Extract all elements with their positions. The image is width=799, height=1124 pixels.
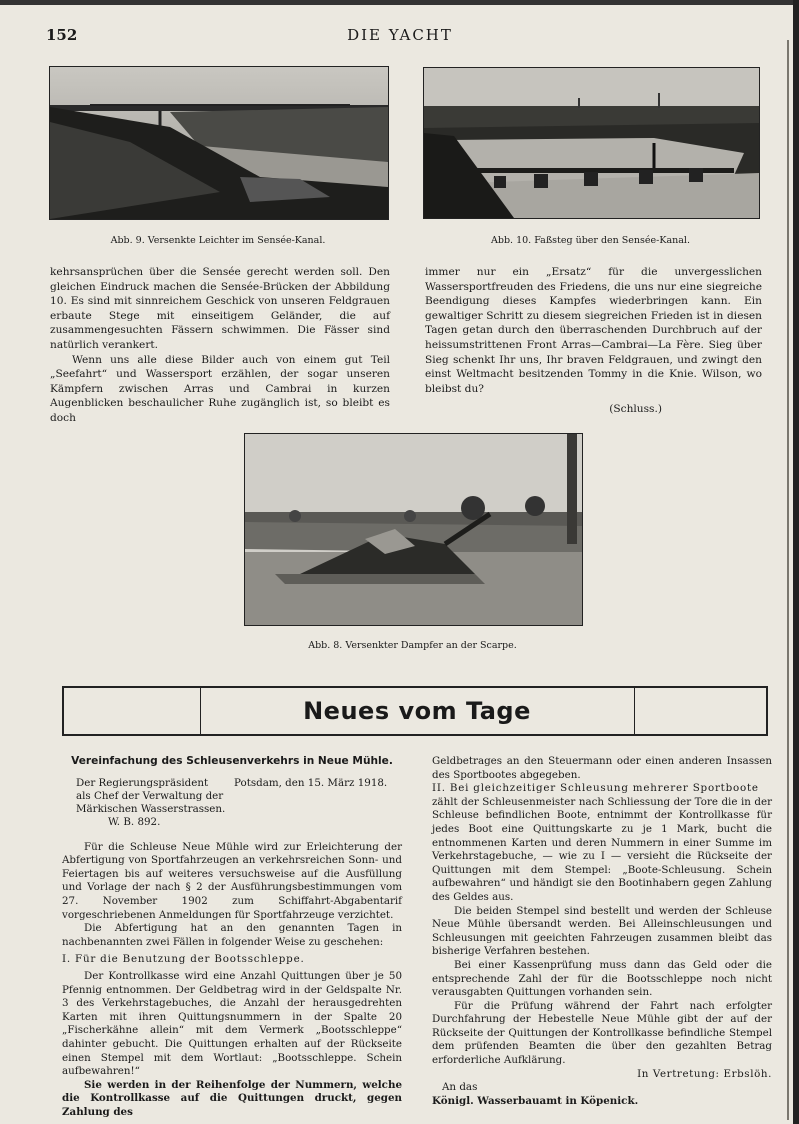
- article-left-paragraph-1: kehrsansprüchen über die Sensée gerecht werden soll. Den gleichen Eindruck machen die Sensée-Brücken der Abbildung 10. Es sind mit sinnreichem Geschick von unseren Feldgrauen erbaute Stege mit einseitigem Geländer, die auf zusammengesuchten Fässern schwimmen. Die Fässer sind natürlich verankert.: [50, 266, 390, 351]
- photo-barrel-bridge: [423, 67, 760, 219]
- article-left-column: [50, 265, 390, 426]
- news-right-paragraph-5: Für die Prüfung während der Fahrt nach erfolgter Durchfahrung der Hebestelle Neue Mühle gibt der auf der Rückseite der Quittungen der Kontrollkasse befindliche Stempel dem prüfenden Beamten die über den gezahlten Betrag erforderliche Aufklärung.: [432, 999, 772, 1067]
- sender-line-1: Der Regierungspräsident: [76, 776, 209, 789]
- page-number: 152: [46, 26, 78, 44]
- address-line-2: Königl. Wasserbauamt in Köpenick.: [432, 1094, 639, 1107]
- caption-fig9: Abb. 9. Versenkte Leichter im Sensée-Kanal.: [110, 235, 326, 246]
- photo-sunken-barges-image: [50, 67, 388, 219]
- scan-shadow-line: [787, 40, 789, 1120]
- news-right-paragraph-1: Geldbetrages an den Steuermann oder einen anderen Insassen des Sportbootes abgegeben.: [432, 755, 772, 781]
- article-right-column: [425, 265, 762, 417]
- running-title: DIE YACHT: [347, 26, 453, 44]
- news-paragraph-1: Für die Schleuse Neue Mühle wird zur Erleichterung der Abfertigung von Sportfahrzeugen an verkehrsreichen Sonn- und Feiertagen bis auf weiteres versuchsweise auf die Ausfüllung und Vorlage der nach § 2 der Ausführungsbestimmungen vom 27. November 1902 zum Schiffahrt-Abgabentarif vorgeschriebenen Anmeldungen für Sportfahrzeuge verzichtet.: [62, 840, 402, 921]
- photo-sunken-steamer-image: [245, 434, 582, 625]
- article-left-paragraph-2: Wenn uns alle diese Bilder auch von einem gut Teil „Seefahrt“ und Wassersport erzählen, der sogar unseren Kämpfern zwischen Arras und Cambrai in kurzen Augenblicken beschaulicher Ruhe zugänglich ist, so bleibt es doch: [50, 353, 390, 424]
- sender-block: [62, 777, 402, 833]
- article-right-paragraph-1: immer nur ein „Ersatz“ für die unvergesslichen Wassersportfreuden des Friedens, die uns nur eine siegreiche Beendigung dieses Kampfes wiederbringen kann. Ein gewaltiger Schritt zu diesem siegreichen Frieden ist in diesen Tagen getan durch den überraschenden Durchbruch auf der heissumstrittenen Front Arras—Cambrai—La Fère. Sieg über Sieg schenkt Ihr uns, Ihr braven Feldgrauen, und zwingt den einst Weltmacht besitzenden Tommy in die Knie. Wilson, wo bleibst du?: [425, 266, 762, 395]
- news-right-paragraph-4: Bei einer Kassenprüfung muss dann das Geld oder die entsprechende Zahl der für die Bootsschleppe noch nicht verausgabten Quittungen vorhanden sein.: [432, 958, 772, 999]
- place-date: Potsdam, den 15. März 1918.: [234, 776, 388, 789]
- scan-edge-top: [0, 0, 799, 5]
- photo-sunken-barges: [49, 66, 389, 220]
- news-paragraph-3: Der Kontrollkasse wird eine Anzahl Quittungen über je 50 Pfennig entnommen. Der Geldbetrag wird in der Geldspalte Nr. 3 des Verkehrstagebuches, die Anzahl der herausgedrehten Karten mit ihren Quittungsnummern in der Spalte 20 „Fischerkähne allein“ mit dem Vermerk „Bootsschleppe“ dahinter gebucht. Die Quittungen erhalten auf der Rückseite einen Stempel mit dem Wortlaut: „Bootsschleppe. Schein aufbewahren!“: [62, 969, 402, 1078]
- photo-barrel-bridge-image: [424, 68, 759, 218]
- news-right-paragraph-2: zählt der Schleusenmeister nach Schliessung der Tore die in der Schleuse befindlichen Boote, entnimmt der Kontrollkasse für jedes Boot eine Quittungskarte zu je 1 Mark, bucht die entnommenen Karten und deren Nummern in einer Summe im Verkehrstagebuche, — wie zu I — versieht die Rückseite der Quittungen mit dem Stempel: „Boote-Schleusung. Schein aufbewahren“ und händigt sie den Bootinhabern gegen Zahlung des Geldes aus.: [432, 795, 772, 903]
- address-line-1: An das: [442, 1081, 478, 1094]
- photo-sunken-steamer: [244, 433, 583, 626]
- caption-fig10: Abb. 10. Faßsteg über den Sensée-Kanal.: [491, 235, 690, 246]
- title-box-left-cell: [64, 688, 201, 734]
- news-left-column: [62, 755, 402, 1119]
- caption-fig8: Abb. 8. Versenkter Dampfer an der Scarpe.: [308, 640, 517, 651]
- title-box-right-divider: [634, 688, 635, 734]
- article-end-mark: (Schluss.): [609, 403, 662, 416]
- news-right-column: [432, 755, 772, 1108]
- news-heading: Vereinfachung des Schleusenverkehrs in Neue Mühle.: [71, 755, 393, 767]
- sender-line-2: als Chef der Verwaltung der: [76, 789, 224, 802]
- scan-edge-right: [793, 0, 799, 1124]
- signature: In Vertretung: Erbslöh.: [637, 1067, 772, 1080]
- section-1-title: I. Für die Benutzung der Bootsschleppe.: [62, 953, 305, 966]
- section-title: Neues vom Tage: [303, 697, 531, 725]
- section-2-title: II. Bei gleichzeitiger Schleusung mehrerer Sportboote: [432, 782, 759, 795]
- sender-line-3: Märkischen Wasserstrassen.: [76, 802, 226, 815]
- news-paragraph-4: Sie werden in der Reihenfolge der Nummern, welche die Kontrollkasse auf die Quittungen druckt, gegen Zahlung des: [62, 1078, 402, 1118]
- news-right-paragraph-3: Die beiden Stempel sind bestellt und werden der Schleuse Neue Mühle übersandt werden. Bei Alleinschleusungen und Schleusungen mit geeichten Fahrzeugen zusammen bleibt das bisherige Verfahren bestehen.: [432, 904, 772, 958]
- sender-line-4: W. B. 892.: [108, 815, 161, 828]
- news-paragraph-2: Die Abfertigung hat an den genannten Tagen in nachbenannten zwei Fällen in folgender Weise zu geschehen:: [62, 922, 402, 948]
- section-title-box: [62, 686, 768, 736]
